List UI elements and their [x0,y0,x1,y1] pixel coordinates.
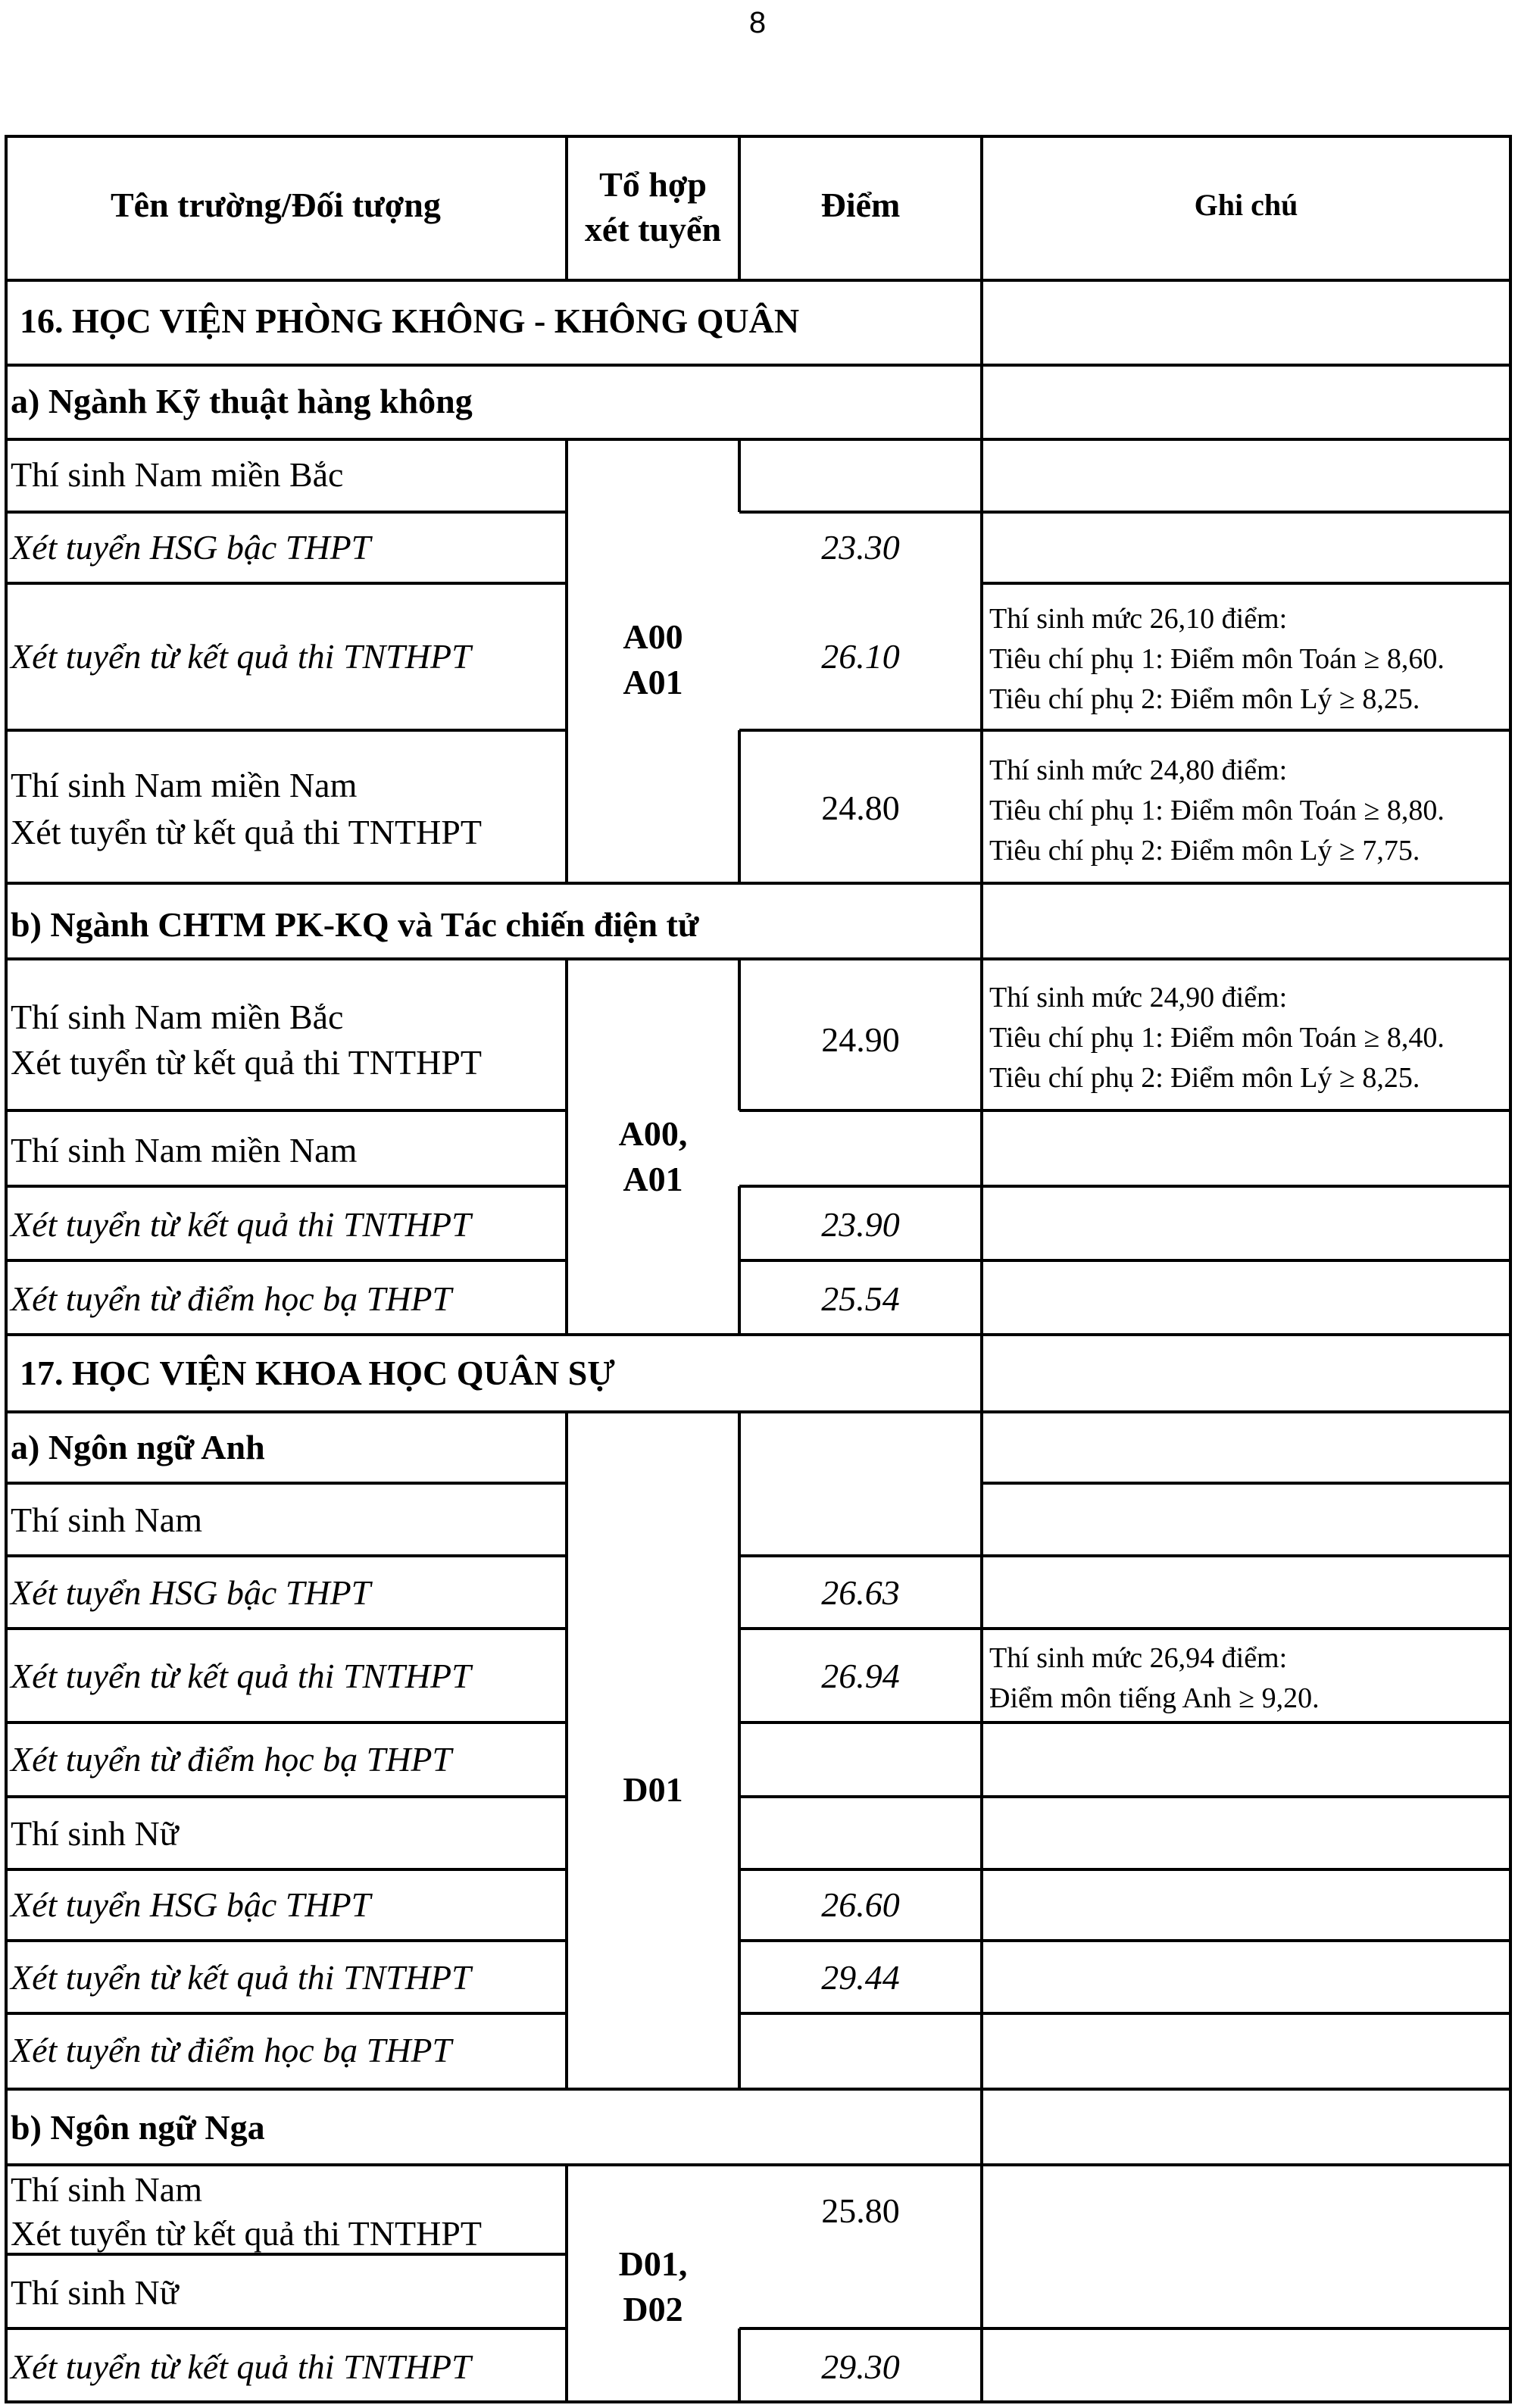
header-school: Tên trường/Đối tượng [111,186,441,224]
s16-a-row-exam: Xét tuyển từ kết quả thi TNTHPT [11,637,471,676]
s17-b-code-2: D02 [623,2290,683,2328]
s16-a-note2-line2: Tiêu chí phụ 1: Điểm môn Toán ≥ 8,80. [989,795,1445,826]
s17-b-row-male: Thí sinh Nam [11,2170,202,2209]
s16-a-score-south: 24.80 [821,789,900,827]
s16-a-code-2: A01 [623,663,683,701]
section-17-title: 17. HỌC VIỆN KHOA HỌC QUÂN SỰ [20,1354,615,1392]
header-score: Điểm [820,186,901,224]
s16-a-title: a) Ngành Kỹ thuật hàng không [11,382,473,420]
s17-b-row-male-exam: Xét tuyển từ kết quả thi TNTHPT [11,2214,482,2253]
s17-a-row-female-transcript: Xét tuyển từ điểm học bạ THPT [11,2031,452,2069]
s16-b-code-1: A00, [618,1114,688,1153]
s17-a-note-line1: Thí sinh mức 26,94 điểm: [989,1642,1288,1674]
s17-b-title: b) Ngôn ngữ Nga [11,2108,265,2147]
s16-b-score-north: 24.90 [821,1020,900,1059]
header-notes: Ghi chú [1194,188,1298,222]
s16-b-note-line3: Tiêu chí phụ 2: Điểm môn Lý ≥ 8,25. [989,1062,1420,1094]
header-combo-line2: xét tuyển [584,210,722,248]
s16-a-note-line2: Tiêu chí phụ 1: Điểm môn Toán ≥ 8,60. [989,643,1445,675]
s17-a-score-female-hsg: 26.60 [821,1885,900,1924]
s16-a-note-line1: Thí sinh mức 26,10 điểm: [989,603,1288,635]
s17-a-code: D01 [623,1770,683,1809]
s17-a-row-hsg: Xét tuyển HSG bậc THPT [11,1573,371,1612]
s16-a-row-hsg: Xét tuyển HSG bậc THPT [11,528,371,567]
s16-a-score-exam: 26.10 [821,637,900,676]
s17-a-score-exam: 26.94 [821,1657,900,1695]
s16-a-row-north: Thí sinh Nam miền Bắc [11,455,344,494]
s16-a-code-1: A00 [623,617,683,656]
s16-a-row-south: Thí sinh Nam miền Nam [11,766,358,804]
s16-a-row-south-exam: Xét tuyển từ kết quả thi TNTHPT [11,813,482,851]
s17-a-row-female-hsg: Xét tuyển HSG bậc THPT [11,1885,371,1924]
s16-a-score-hsg: 23.30 [821,528,900,567]
s16-b-code-2: A01 [623,1160,683,1198]
s16-b-row-north: Thí sinh Nam miền Bắc [11,998,344,1036]
s17-a-row-female-exam: Xét tuyển từ kết quả thi TNTHPT [11,1958,471,1997]
s17-b-row-female: Thí sinh Nữ [11,2273,179,2312]
s16-a-note2-line3: Tiêu chí phụ 2: Điểm môn Lý ≥ 7,75. [989,835,1420,867]
s17-a-row-male: Thí sinh Nam [11,1501,202,1539]
s17-a-row-exam: Xét tuyển từ kết quả thi TNTHPT [11,1657,471,1695]
s17-a-score-hsg: 26.63 [821,1573,900,1612]
s17-a-note-line2: Điểm môn tiếng Anh ≥ 9,20. [989,1682,1320,1714]
s17-b-row-female-exam: Xét tuyển từ kết quả thi TNTHPT [11,2347,471,2386]
s16-a-note-line3: Tiêu chí phụ 2: Điểm môn Lý ≥ 8,25. [989,683,1420,715]
s16-b-row-south: Thí sinh Nam miền Nam [11,1131,358,1170]
section-16-title: 16. HỌC VIỆN PHÒNG KHÔNG - KHÔNG QUÂN [20,301,800,340]
s16-b-note-line2: Tiêu chí phụ 1: Điểm môn Toán ≥ 8,40. [989,1022,1445,1054]
s17-a-row-transcript: Xét tuyển từ điểm học bạ THPT [11,1740,452,1779]
s16-b-row-exam: Xét tuyển từ kết quả thi TNTHPT [11,1205,471,1244]
header-combo-line1: Tổ hợp [599,165,707,204]
s17-b-score-male: 25.80 [821,2191,900,2230]
s16-a-note2-line1: Thí sinh mức 24,80 điểm: [989,754,1288,786]
s16-b-row-north-exam: Xét tuyển từ kết quả thi TNTHPT [11,1043,482,1082]
s16-b-note-line1: Thí sinh mức 24,90 điểm: [989,982,1288,1013]
s16-b-row-transcript: Xét tuyển từ điểm học bạ THPT [11,1279,452,1318]
s17-a-title: a) Ngôn ngữ Anh [11,1428,265,1466]
s16-b-title: b) Ngành CHTM PK-KQ và Tác chiến điện tử [11,905,699,944]
s17-a-row-female: Thí sinh Nữ [11,1814,179,1853]
s17-b-score-female-exam: 29.30 [821,2347,900,2386]
s17-a-score-female-exam: 29.44 [821,1958,900,1997]
s16-b-score-exam: 23.90 [821,1205,900,1244]
s17-b-code-1: D01, [618,2244,688,2283]
page-number: 8 [748,6,767,39]
s16-b-score-transcript: 25.54 [821,1279,900,1318]
